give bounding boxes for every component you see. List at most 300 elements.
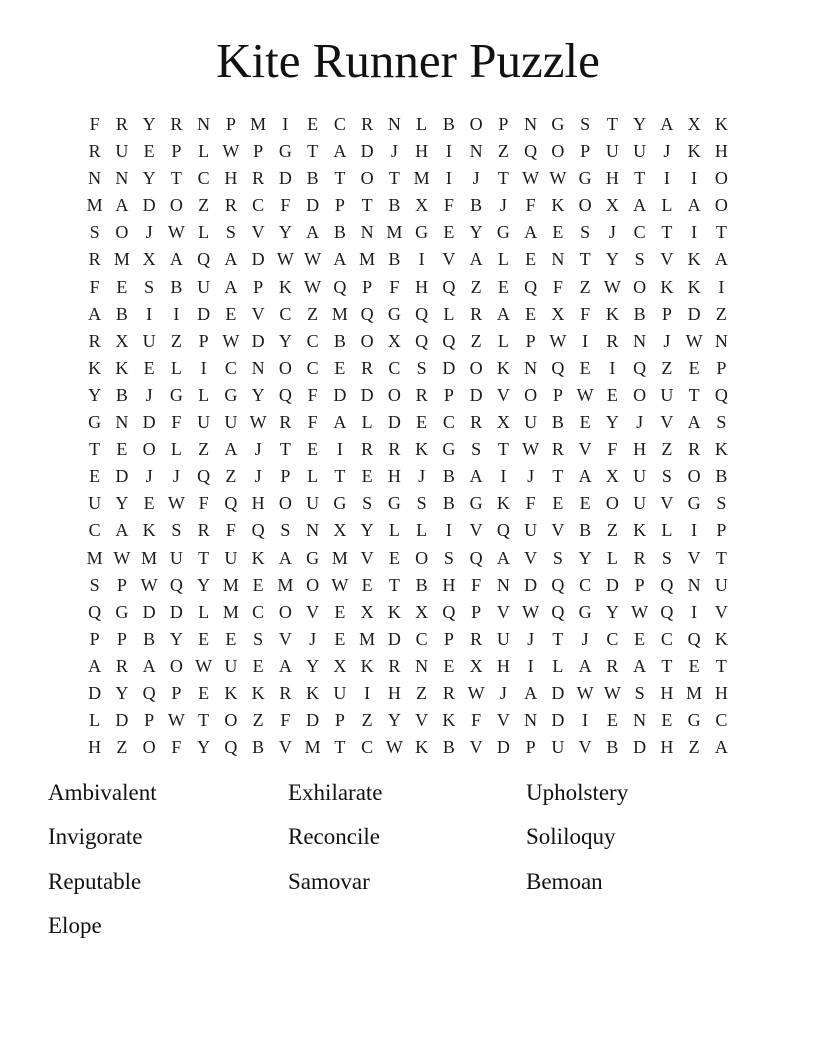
grid-cell: A <box>687 195 701 216</box>
grid-cell: U <box>524 412 538 433</box>
grid-row <box>81 219 736 246</box>
grid-cell: W <box>576 384 594 405</box>
grid-cell: N <box>633 330 647 351</box>
grid-cell: O <box>714 168 728 189</box>
grid-cell: J <box>663 330 671 351</box>
grid-cell: F <box>307 412 318 433</box>
grid-cell: E <box>606 710 618 731</box>
grid-cell: X <box>687 114 701 134</box>
grid-cell: Z <box>198 195 210 216</box>
grid-cell: O <box>633 276 647 297</box>
grid-cell: R <box>388 439 401 460</box>
grid-cell: K <box>687 249 701 270</box>
grid-cell: I <box>691 601 698 622</box>
grid-cell: D <box>251 330 265 351</box>
grid-cell: W <box>631 601 649 622</box>
grid-row <box>81 192 736 219</box>
grid-cell: S <box>580 222 591 243</box>
grid-cell: L <box>170 357 182 378</box>
grid-cell: B <box>306 168 319 189</box>
grid-cell: D <box>442 357 456 378</box>
grid-cell: P <box>716 520 727 541</box>
grid-cell: V <box>660 249 674 270</box>
grid-cell: E <box>443 655 455 676</box>
word-item: Soliloquy <box>526 824 616 850</box>
grid-cell: K <box>387 601 401 622</box>
grid-cell: P <box>89 628 100 649</box>
grid-cell: K <box>714 628 728 649</box>
grid-cell: E <box>225 303 237 324</box>
grid-cell: S <box>89 222 100 243</box>
grid-cell: N <box>115 168 129 189</box>
grid-cell: I <box>691 520 698 541</box>
grid-row <box>81 707 736 734</box>
grid-cell: E <box>307 114 319 134</box>
grid-cell: A <box>333 412 347 433</box>
grid-cell: G <box>415 222 429 243</box>
grid-cell: M <box>386 222 403 243</box>
grid-cell: S <box>661 466 672 487</box>
grid-cell: R <box>551 439 564 460</box>
grid-cell: P <box>280 466 291 487</box>
grid-cell: U <box>714 574 728 595</box>
grid-cell: F <box>443 195 454 216</box>
grid-cell: U <box>224 412 238 433</box>
grid-cell: X <box>333 655 347 676</box>
grid-cell: K <box>660 276 674 297</box>
grid-cell: M <box>304 737 321 758</box>
grid-cell: C <box>306 357 319 378</box>
word-item: Samovar <box>288 868 370 894</box>
grid-cell: A <box>496 547 510 568</box>
grid-cell: A <box>306 222 320 243</box>
grid-cell: U <box>142 330 156 351</box>
grid-cell: Y <box>142 168 156 189</box>
grid-cell: R <box>279 682 292 703</box>
grid-cell: T <box>579 249 591 270</box>
grid-cell: O <box>115 222 129 243</box>
grid-cell: Q <box>278 384 292 405</box>
grid-cell: O <box>142 439 156 460</box>
grid-cell: L <box>307 466 319 487</box>
grid-cell: Q <box>88 601 102 622</box>
grid-cell: S <box>471 439 482 460</box>
grid-cell: J <box>254 466 262 487</box>
grid-cell: K <box>415 439 429 460</box>
grid-cell: L <box>198 384 210 405</box>
grid-cell: R <box>88 249 101 270</box>
grid-cell: A <box>333 249 347 270</box>
grid-cell: W <box>222 141 240 162</box>
grid-cell: H <box>387 682 401 703</box>
grid-cell: W <box>522 168 540 189</box>
grid-cell: O <box>687 466 701 487</box>
grid-cell: J <box>418 466 426 487</box>
grid-cell: U <box>524 520 538 541</box>
grid-cell: A <box>578 655 592 676</box>
grid-cell: E <box>388 547 400 568</box>
grid-cell: K <box>551 195 565 216</box>
grid-cell: R <box>470 303 483 324</box>
grid-row <box>81 436 736 463</box>
grid-cell: E <box>661 710 673 731</box>
grid-row <box>81 355 736 382</box>
grid-cell: R <box>688 439 701 460</box>
grid-cell: Y <box>251 384 265 405</box>
grid-cell: A <box>524 682 538 703</box>
grid-cell: C <box>388 357 401 378</box>
grid-cell: Q <box>224 737 238 758</box>
grid-cell: Z <box>170 330 182 351</box>
grid-cell: M <box>686 682 703 703</box>
grid-cell: D <box>278 168 292 189</box>
grid-cell: K <box>115 357 129 378</box>
grid-cell: L <box>606 547 618 568</box>
grid-cell: J <box>390 141 398 162</box>
grid-cell: O <box>278 357 292 378</box>
grid-cell: Z <box>307 303 319 324</box>
grid-cell: P <box>716 357 727 378</box>
grid-cell: F <box>198 493 209 514</box>
grid-cell: F <box>307 384 318 405</box>
grid-cell: A <box>278 547 292 568</box>
grid-cell: D <box>115 466 129 487</box>
grid-cell: G <box>469 493 483 514</box>
grid-cell: U <box>88 493 102 514</box>
grid-cell: H <box>660 737 674 758</box>
grid-cell: Z <box>497 141 509 162</box>
grid-cell: E <box>688 655 700 676</box>
grid-cell: X <box>605 466 619 487</box>
grid-cell: N <box>524 710 538 731</box>
grid-row <box>81 545 736 572</box>
grid-cell: D <box>496 737 510 758</box>
grid-cell: A <box>88 303 102 324</box>
grid-cell: G <box>278 141 292 162</box>
grid-cell: N <box>115 412 129 433</box>
grid-cell: S <box>89 574 100 595</box>
grid-cell: N <box>524 114 538 134</box>
grid-cell: B <box>442 466 455 487</box>
grid-cell: A <box>115 520 129 541</box>
grid-cell: D <box>633 737 647 758</box>
grid-cell: U <box>496 628 510 649</box>
grid-cell: W <box>331 574 349 595</box>
grid-cell: D <box>551 682 565 703</box>
grid-cell: G <box>578 168 592 189</box>
grid-cell: Q <box>469 547 483 568</box>
grid-cell: P <box>634 574 645 595</box>
grid-cell: E <box>143 493 155 514</box>
grid-cell: N <box>714 330 728 351</box>
grid-cell: M <box>86 547 103 568</box>
grid-cell: E <box>579 412 591 433</box>
grid-cell: R <box>361 114 374 134</box>
grid-cell: Q <box>442 330 456 351</box>
grid-cell: S <box>580 114 591 134</box>
grid-cell: Z <box>470 330 482 351</box>
grid-row <box>81 409 736 436</box>
grid-cell: E <box>334 628 346 649</box>
grid-cell: Q <box>524 276 538 297</box>
grid-cell: Y <box>169 628 183 649</box>
grid-cell: N <box>633 710 647 731</box>
grid-cell: J <box>145 466 153 487</box>
grid-cell: R <box>361 439 374 460</box>
word-item: Exhilarate <box>288 780 383 805</box>
grid-cell: T <box>334 737 346 758</box>
grid-cell: J <box>254 439 262 460</box>
grid-cell: Y <box>578 547 592 568</box>
grid-row <box>81 599 736 626</box>
grid-cell: R <box>197 520 210 541</box>
grid-cell: R <box>415 384 428 405</box>
grid-cell: E <box>525 249 537 270</box>
grid-row <box>81 463 736 490</box>
grid-cell: V <box>306 601 320 622</box>
grid-cell: T <box>307 141 319 162</box>
grid-cell: G <box>115 601 129 622</box>
grid-cell: P <box>443 628 454 649</box>
grid-cell: O <box>633 384 647 405</box>
grid-cell: D <box>469 384 483 405</box>
grid-cell: R <box>170 114 183 134</box>
grid-cell: I <box>445 141 452 162</box>
grid-cell: S <box>634 682 645 703</box>
grid-cell: E <box>634 628 646 649</box>
grid-cell: C <box>415 628 428 649</box>
grid-cell: D <box>524 574 538 595</box>
grid-cell: L <box>388 520 400 541</box>
grid-cell: W <box>603 682 621 703</box>
grid-cell: P <box>253 276 264 297</box>
grid-cell: H <box>714 141 728 162</box>
grid-cell: A <box>687 412 701 433</box>
grid-cell: U <box>633 493 647 514</box>
grid-cell: E <box>552 222 564 243</box>
grid-cell: C <box>442 412 455 433</box>
word-item: Bemoan <box>526 868 603 894</box>
grid-cell: Z <box>606 520 618 541</box>
grid-cell: H <box>251 493 265 514</box>
grid-cell: P <box>525 330 536 351</box>
grid-cell: W <box>276 249 294 270</box>
grid-cell: K <box>714 114 728 134</box>
grid-cell: P <box>525 737 536 758</box>
grid-cell: N <box>251 357 265 378</box>
grid-cell: M <box>359 249 376 270</box>
grid-cell: Z <box>416 682 428 703</box>
grid-cell: A <box>633 655 647 676</box>
grid-cell: Q <box>142 682 156 703</box>
grid-cell: O <box>169 195 183 216</box>
grid-cell: K <box>306 682 320 703</box>
grid-cell: Q <box>551 574 565 595</box>
grid-cell: C <box>279 303 292 324</box>
grid-cell: Y <box>605 249 619 270</box>
grid-cell: Z <box>470 276 482 297</box>
grid-cell: A <box>524 222 538 243</box>
grid-cell: F <box>471 710 482 731</box>
grid-cell: R <box>224 195 237 216</box>
grid-cell: V <box>251 303 265 324</box>
grid-row <box>81 382 736 409</box>
grid-cell: Y <box>387 710 401 731</box>
grid-cell: Q <box>442 276 456 297</box>
grid-cell: Z <box>688 737 700 758</box>
grid-cell: P <box>253 141 264 162</box>
grid-cell: X <box>142 249 156 270</box>
grid-cell: D <box>142 195 156 216</box>
grid-cell: R <box>606 330 619 351</box>
grid-cell: Q <box>496 520 510 541</box>
grid-cell: V <box>251 222 265 243</box>
grid-cell: R <box>115 655 128 676</box>
grid-cell: A <box>496 303 510 324</box>
grid-cell: I <box>718 276 725 297</box>
grid-cell: F <box>471 574 482 595</box>
grid-cell: C <box>88 520 101 541</box>
grid-cell: J <box>145 384 153 405</box>
grid-cell: M <box>359 628 376 649</box>
grid-cell: K <box>88 357 102 378</box>
grid-cell: L <box>497 249 509 270</box>
grid-cell: Q <box>660 601 674 622</box>
grid-cell: V <box>469 520 483 541</box>
grid-cell: E <box>579 493 591 514</box>
grid-cell: Q <box>633 357 647 378</box>
grid-cell: S <box>280 520 291 541</box>
grid-cell: H <box>605 168 619 189</box>
grid-cell: A <box>714 249 728 270</box>
grid-row <box>81 517 736 544</box>
grid-cell: H <box>415 276 429 297</box>
grid-cell: H <box>442 574 456 595</box>
grid-cell: Z <box>661 357 673 378</box>
grid-cell: W <box>140 574 158 595</box>
grid-cell: C <box>715 710 728 731</box>
grid-cell: I <box>200 357 207 378</box>
grid-cell: L <box>198 141 210 162</box>
grid-cell: D <box>306 195 320 216</box>
grid-cell: E <box>252 574 264 595</box>
grid-cell: F <box>389 276 400 297</box>
grid-cell: L <box>661 520 673 541</box>
grid-cell: Z <box>661 439 673 460</box>
grid-cell: T <box>198 710 210 731</box>
grid-cell: B <box>715 466 728 487</box>
grid-cell: Q <box>660 574 674 595</box>
grid-cell: A <box>660 114 674 134</box>
grid-cell: V <box>496 601 510 622</box>
grid-cell: P <box>661 303 672 324</box>
grid-cell: R <box>88 141 101 162</box>
grid-cell: L <box>661 195 673 216</box>
grid-cell: V <box>578 439 592 460</box>
grid-cell: A <box>224 439 238 460</box>
grid-cell: E <box>143 357 155 378</box>
grid-cell: Y <box>115 493 129 514</box>
grid-cell: E <box>252 655 264 676</box>
grid-cell: C <box>606 628 619 649</box>
grid-cell: T <box>634 168 646 189</box>
grid-cell: C <box>579 574 592 595</box>
grid-cell: B <box>442 493 455 514</box>
grid-cell: R <box>470 412 483 433</box>
grid-cell: H <box>660 682 674 703</box>
grid-cell: N <box>469 141 483 162</box>
grid-cell: F <box>525 195 536 216</box>
grid-cell: O <box>551 141 565 162</box>
grid-row <box>81 572 736 599</box>
grid-cell: T <box>497 439 509 460</box>
grid-cell: O <box>278 601 292 622</box>
grid-cell: V <box>496 384 510 405</box>
grid-cell: G <box>687 710 701 731</box>
grid-cell: K <box>251 547 265 568</box>
grid-cell: E <box>307 439 319 460</box>
grid-cell: K <box>633 520 647 541</box>
grid-cell: E <box>416 412 428 433</box>
grid-cell: V <box>415 710 429 731</box>
grid-cell: T <box>334 466 346 487</box>
grid-cell: H <box>387 466 401 487</box>
grid-cell: A <box>333 141 347 162</box>
grid-cell: V <box>687 547 701 568</box>
grid-cell: M <box>331 547 348 568</box>
grid-cell: P <box>334 710 345 731</box>
grid-cell: W <box>576 682 594 703</box>
grid-cell: O <box>306 574 320 595</box>
grid-cell: H <box>633 439 647 460</box>
grid-cell: V <box>578 737 592 758</box>
grid-cell: E <box>606 384 618 405</box>
grid-cell: E <box>116 439 128 460</box>
word-list <box>48 779 788 957</box>
grid-cell: Q <box>224 493 238 514</box>
grid-cell: M <box>277 574 294 595</box>
grid-cell: I <box>282 114 289 134</box>
grid-cell: V <box>278 737 292 758</box>
grid-cell: M <box>250 114 267 134</box>
grid-cell: Z <box>116 737 128 758</box>
grid-cell: L <box>170 439 182 460</box>
grid-cell: C <box>633 222 646 243</box>
grid-cell: A <box>714 737 728 758</box>
grid-cell: B <box>388 195 401 216</box>
grid-cell: S <box>416 357 427 378</box>
grid-cell: D <box>687 303 701 324</box>
grid-cell: U <box>633 466 647 487</box>
grid-cell: A <box>224 249 238 270</box>
grid-cell: B <box>333 222 346 243</box>
grid-cell: D <box>115 710 129 731</box>
grid-cell: J <box>663 141 671 162</box>
grid-cell: P <box>362 276 373 297</box>
grid-cell: G <box>333 493 347 514</box>
grid-cell: Q <box>333 276 347 297</box>
grid-cell: A <box>169 249 183 270</box>
grid-cell: X <box>360 601 374 622</box>
grid-cell: W <box>522 601 540 622</box>
grid-cell: E <box>688 357 700 378</box>
grid-cell: O <box>415 547 429 568</box>
grid-cell: G <box>496 222 510 243</box>
grid-cell: X <box>469 655 483 676</box>
grid-cell: J <box>527 466 535 487</box>
grid-cell: F <box>525 493 536 514</box>
grid-cell: K <box>442 710 456 731</box>
